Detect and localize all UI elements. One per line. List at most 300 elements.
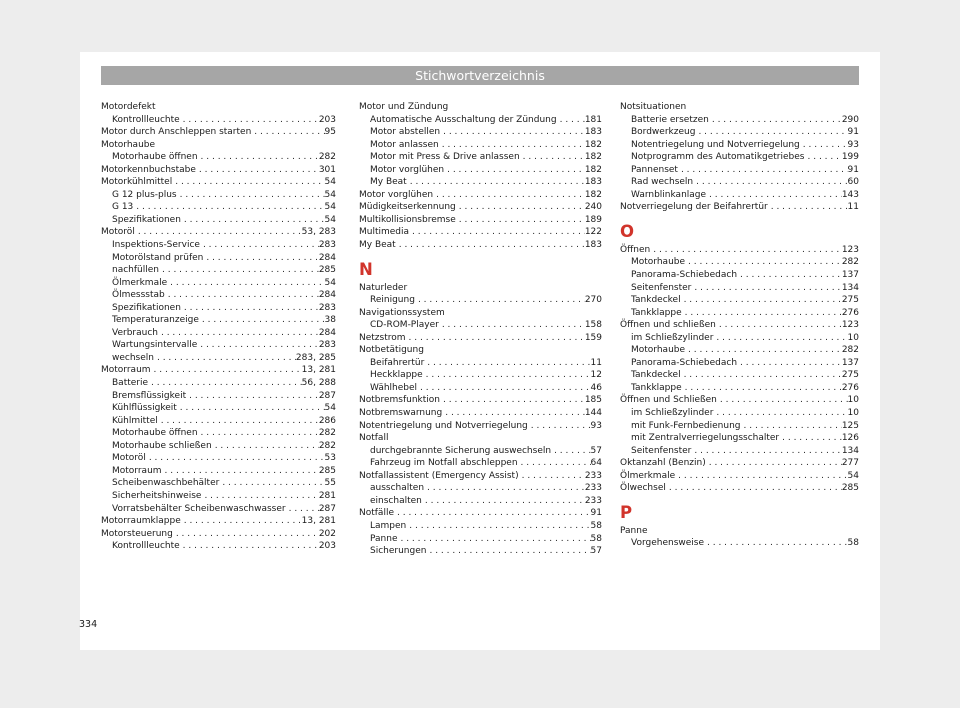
index-subentry <box>101 314 336 327</box>
entry-page: 91 <box>847 164 859 175</box>
dot-leader <box>422 495 585 508</box>
entry-term: Kühlmittel <box>112 415 158 426</box>
dot-leader <box>415 294 585 307</box>
index-subentry <box>620 307 859 320</box>
entry-term: im Schließzylinder <box>631 408 714 419</box>
dot-leader <box>805 151 842 164</box>
index-entry <box>620 319 859 332</box>
entry-term: Warnblinkanlage <box>631 189 707 200</box>
entry-page: 182 <box>584 189 602 200</box>
index-entry <box>620 470 859 483</box>
entry-page: 56, 288 <box>301 378 336 389</box>
dot-leader <box>406 332 585 345</box>
index-subentry <box>101 540 336 553</box>
entry-page: 54 <box>324 277 336 288</box>
entry-page: 93 <box>590 420 602 431</box>
entry-page: 38 <box>324 315 336 326</box>
index-column-2 <box>359 101 602 558</box>
index-subentry <box>359 457 602 470</box>
index-subentry <box>620 151 859 164</box>
entry-term: Motor vorglühen <box>359 189 434 200</box>
entry-page: 233 <box>584 495 602 506</box>
entry-term: im Schließzylinder <box>631 332 714 343</box>
entry-term: Lampen <box>370 520 407 531</box>
entry-page: 183 <box>584 127 602 138</box>
entry-page: 270 <box>584 295 602 306</box>
dot-leader <box>162 465 319 478</box>
index-entry <box>359 394 602 407</box>
index-entry <box>101 364 336 377</box>
index-entry <box>101 226 336 239</box>
dot-leader <box>286 503 319 516</box>
entry-page: 54 <box>847 470 859 481</box>
index-entry <box>101 515 336 528</box>
entry-term: Pannenset <box>631 164 678 175</box>
dot-leader <box>203 252 318 265</box>
index-subentry <box>359 533 602 546</box>
entry-page: 64 <box>590 458 602 469</box>
dot-leader <box>154 352 296 365</box>
entry-term: CD-ROM-Player <box>370 320 439 331</box>
index-subentry <box>101 490 336 503</box>
entry-term: Wählhebel <box>370 382 418 393</box>
entry-term: mit Zentralverriegelungsschalter <box>631 433 780 444</box>
entry-term: Motorhaube schließen <box>112 440 212 451</box>
dot-leader <box>706 457 842 470</box>
index-heading: Navigationssystem <box>359 307 445 318</box>
entry-term: Vorratsbehälter Scheibenwaschwasser <box>112 503 286 514</box>
entry-term: Spezifikationen <box>112 302 181 313</box>
dot-leader <box>172 176 324 189</box>
index-column-1 <box>101 101 336 553</box>
entry-page: 233 <box>584 483 602 494</box>
index-column-3 <box>620 101 859 550</box>
entry-page: 13, 281 <box>301 516 336 527</box>
entry-term: Motorraum <box>112 465 162 476</box>
index-subentry <box>620 382 859 395</box>
dot-leader <box>198 151 319 164</box>
entry-term: Motorölstand prüfen <box>112 252 204 263</box>
index-heading: Notsituationen <box>620 102 687 112</box>
dot-leader <box>800 139 848 152</box>
index-heading: Motor und Zündung <box>359 102 449 112</box>
entry-page: 284 <box>318 252 336 263</box>
entry-page: 12 <box>590 370 602 381</box>
index-letter: O <box>620 221 635 241</box>
index-subentry <box>101 151 336 164</box>
index-subentry <box>620 344 859 357</box>
entry-term: Motorkühlmittel <box>101 177 173 188</box>
index-subentry <box>359 369 602 382</box>
entry-term: Motoröl <box>101 227 135 238</box>
entry-term: Multikollisionsbremse <box>359 214 456 225</box>
dot-leader <box>682 382 842 395</box>
index-heading: Naturleder <box>359 282 408 293</box>
entry-page: 182 <box>584 139 602 150</box>
entry-page: 54 <box>324 189 336 200</box>
index-heading: Motordefekt <box>101 102 156 112</box>
index-letter: N <box>359 259 373 279</box>
entry-term: Müdigkeitserkennung <box>359 202 456 213</box>
entry-term: Motorhaube <box>631 345 686 356</box>
entry-page: 134 <box>841 445 859 456</box>
dot-leader <box>151 364 302 377</box>
dot-leader <box>439 139 585 152</box>
entry-page: 123 <box>841 320 859 331</box>
dot-leader <box>424 482 585 495</box>
index-subentry <box>101 503 336 516</box>
entry-page: 181 <box>584 114 602 125</box>
index-subentry <box>620 407 859 420</box>
entry-page: 137 <box>841 270 859 281</box>
entry-page: 233 <box>584 470 602 481</box>
dot-leader <box>456 201 585 214</box>
entry-page: 95 <box>324 127 336 138</box>
entry-page: 91 <box>847 127 859 138</box>
dot-leader <box>695 126 847 139</box>
index-subentry <box>359 164 602 177</box>
entry-page: 282 <box>841 257 859 268</box>
entry-term: mit Funk-Fernbedienung <box>631 420 741 431</box>
entry-term: Batterie <box>112 378 149 389</box>
entry-page: 290 <box>841 114 859 125</box>
dot-leader <box>180 114 319 127</box>
entry-page: 202 <box>318 528 336 539</box>
dot-leader <box>212 440 319 453</box>
entry-term: Motorsteuerung <box>101 528 173 539</box>
dot-leader <box>440 394 585 407</box>
entry-page: 276 <box>841 382 859 393</box>
entry-term: Seitenfenster <box>631 282 692 293</box>
dot-leader <box>158 415 319 428</box>
entry-term: Ölmerkmale <box>620 470 676 481</box>
index-entry <box>101 176 336 189</box>
entry-term: Batterie ersetzen <box>631 114 709 125</box>
entry-term: Kühlflüssigkeit <box>112 403 177 414</box>
entry-term: Notfallassistent (Emergency Assist) <box>359 470 519 481</box>
entry-page: 126 <box>841 433 859 444</box>
index-subentry <box>620 332 859 345</box>
entry-page: 46 <box>590 382 602 393</box>
dot-leader <box>444 164 585 177</box>
entry-page: 58 <box>590 533 602 544</box>
dot-leader <box>199 314 325 327</box>
entry-page: 284 <box>318 327 336 338</box>
entry-page: 93 <box>847 139 859 150</box>
dot-leader <box>675 470 847 483</box>
entry-page: 123 <box>841 244 859 255</box>
entry-page: 285 <box>841 483 859 494</box>
entry-term: wechseln <box>112 352 154 363</box>
index-heading: Notbetätigung <box>359 345 424 356</box>
entry-term: Öffnen <box>620 244 651 255</box>
index-subentry <box>101 477 336 490</box>
dot-leader <box>197 339 319 352</box>
entry-page: 276 <box>841 307 859 318</box>
entry-page: 287 <box>318 503 336 514</box>
index-subentry <box>359 294 602 307</box>
index-subentry <box>620 114 859 127</box>
dot-leader <box>691 282 841 295</box>
index-subentry <box>101 352 336 365</box>
index-subentry <box>101 289 336 302</box>
entry-page: 57 <box>590 445 602 456</box>
entry-page: 54 <box>324 177 336 188</box>
index-subentry <box>101 327 336 340</box>
entry-page: 125 <box>841 420 859 431</box>
entry-term: Rad wechseln <box>631 177 694 188</box>
entry-page: 282 <box>318 428 336 439</box>
dot-leader <box>685 344 842 357</box>
entry-term: Motorraumklappe <box>101 516 181 527</box>
entry-term: Notbremswarnung <box>359 408 443 419</box>
entry-term: Notfälle <box>359 508 394 519</box>
entry-term: Temperaturanzeige <box>112 315 199 326</box>
entry-term: Öffnen und Schließen <box>620 395 717 406</box>
dot-leader <box>713 407 847 420</box>
entry-page: 183 <box>584 240 602 251</box>
entry-term: Multimedia <box>359 227 410 238</box>
index-subentry <box>101 440 336 453</box>
entry-term: Motor abstellen <box>370 127 441 138</box>
dot-leader <box>200 239 319 252</box>
dot-leader <box>433 189 585 202</box>
dot-leader <box>397 533 590 546</box>
index-entry <box>359 507 602 520</box>
entry-page: 159 <box>584 332 602 343</box>
dot-leader <box>201 490 318 503</box>
entry-term: durchgebrannte Sicherung auswechseln <box>370 445 552 456</box>
index-entry <box>359 189 602 202</box>
index-subentry <box>620 256 859 269</box>
entry-page: 283 <box>318 240 336 251</box>
index-subentry <box>359 382 602 395</box>
entry-page: 301 <box>318 164 336 175</box>
dot-leader <box>177 189 325 202</box>
index-subentry <box>620 369 859 382</box>
index-entry <box>620 394 859 407</box>
dot-leader <box>181 515 302 528</box>
entry-page: 137 <box>841 357 859 368</box>
entry-page: 275 <box>841 295 859 306</box>
index-subentry <box>101 452 336 465</box>
index-subentry <box>101 264 336 277</box>
dot-leader <box>181 214 325 227</box>
dot-leader <box>406 520 590 533</box>
dot-leader <box>219 477 324 490</box>
entry-page: 10 <box>847 408 859 419</box>
entry-term: Panorama-Schiebedach <box>631 270 738 281</box>
dot-leader <box>177 402 325 415</box>
entry-page: 10 <box>847 395 859 406</box>
index-entry <box>620 244 859 257</box>
dot-leader <box>678 164 848 177</box>
index-subentry <box>359 357 602 370</box>
dot-leader <box>693 176 847 189</box>
entry-page: 10 <box>847 332 859 343</box>
entry-term: Notverriegelung der Beifahrertür <box>620 202 768 213</box>
dot-leader <box>741 420 842 433</box>
entry-page: 284 <box>318 290 336 301</box>
entry-term: Ölmerkmale <box>112 277 168 288</box>
index-subentry <box>620 269 859 282</box>
dot-leader <box>394 507 591 520</box>
dot-leader <box>407 176 585 189</box>
entry-page: 283 <box>318 340 336 351</box>
entry-term: Notentriegelung und Notverriegelung <box>631 139 800 150</box>
section-header: Stichwortverzeichnis <box>101 66 859 85</box>
entry-term: Oktanzahl (Benzin) <box>620 458 706 469</box>
index-subentry <box>101 427 336 440</box>
index-subentry <box>101 239 336 252</box>
index-subentry <box>359 151 602 164</box>
entry-page: 182 <box>584 152 602 163</box>
index-subentry <box>620 126 859 139</box>
index-subentry <box>101 114 336 127</box>
entry-term: My Beat <box>359 240 396 251</box>
index-subentry <box>101 252 336 265</box>
entry-term: Motor mit Press & Drive anlassen <box>370 152 520 163</box>
entry-page: 58 <box>590 520 602 531</box>
dot-leader <box>196 164 319 177</box>
dot-leader <box>519 470 585 483</box>
entry-term: Sicherungen <box>370 546 427 557</box>
entry-page: 13, 281 <box>301 365 336 376</box>
index-subentry <box>101 377 336 390</box>
entry-term: Vorgehensweise <box>631 538 705 549</box>
dot-leader <box>518 457 591 470</box>
entry-page: 58 <box>847 538 859 549</box>
dot-leader <box>442 407 585 420</box>
entry-term: Heckklappe <box>370 370 423 381</box>
entry-page: 286 <box>318 415 336 426</box>
dot-leader <box>706 189 842 202</box>
index-subentry <box>101 214 336 227</box>
entry-page: 54 <box>324 202 336 213</box>
dot-leader <box>737 357 842 370</box>
entry-term: Öffnen und schließen <box>620 320 716 331</box>
index-subentry <box>101 339 336 352</box>
entry-page: 53 <box>324 453 336 464</box>
index-entry <box>101 164 336 177</box>
index-subentry <box>359 319 602 332</box>
dot-leader <box>440 126 585 139</box>
dot-leader <box>159 264 319 277</box>
dot-leader <box>650 244 842 257</box>
dot-leader <box>666 482 842 495</box>
entry-term: Wartungsintervalle <box>112 340 198 351</box>
entry-term: Inspektions-Service <box>112 240 200 251</box>
index-subentry <box>101 402 336 415</box>
entry-term: Netzstrom <box>359 332 406 343</box>
entry-term: Panorama-Schiebedach <box>631 357 738 368</box>
entry-term: Fahrzeug im Notfall abschleppen <box>370 458 518 469</box>
entry-term: Spezifikationen <box>112 214 181 225</box>
index-subentry <box>359 445 602 458</box>
entry-page: 283 <box>318 302 336 313</box>
entry-term: Bremsflüssigkeit <box>112 390 187 401</box>
entry-term: Beifahrertür <box>370 357 425 368</box>
entry-page: 57 <box>590 546 602 557</box>
index-subentry <box>620 189 859 202</box>
dot-leader <box>704 537 848 550</box>
index-heading: Motorhaube <box>101 139 156 150</box>
index-subentry <box>620 420 859 433</box>
entry-page: 282 <box>318 440 336 451</box>
entry-page: 144 <box>584 408 602 419</box>
index-subentry <box>101 390 336 403</box>
entry-page: 54 <box>324 403 336 414</box>
entry-page: 158 <box>584 320 602 331</box>
dot-leader <box>551 445 590 458</box>
index-subentry <box>359 545 602 558</box>
index-entry <box>359 201 602 214</box>
index-subentry <box>620 282 859 295</box>
index-subentry <box>620 139 859 152</box>
dot-leader <box>779 432 842 445</box>
index-heading: Panne <box>620 525 648 536</box>
dot-leader <box>146 452 325 465</box>
index-subentry <box>359 520 602 533</box>
entry-page: 203 <box>318 541 336 552</box>
index-entry <box>359 332 602 345</box>
dot-leader <box>424 357 590 370</box>
dot-leader <box>173 528 319 541</box>
entry-term: nachfüllen <box>112 265 159 276</box>
dot-leader <box>520 151 585 164</box>
index-entry <box>359 226 602 239</box>
dot-leader <box>148 377 302 390</box>
entry-term: Tankdeckel <box>631 370 681 381</box>
index-subentry <box>359 139 602 152</box>
entry-page: 54 <box>324 214 336 225</box>
dot-leader <box>167 277 324 290</box>
entry-page: 287 <box>318 390 336 401</box>
index-entry <box>101 126 336 139</box>
entry-term: Seitenfenster <box>631 445 692 456</box>
entry-term: Reinigung <box>370 295 415 306</box>
index-entry <box>359 470 602 483</box>
page-number: 334 <box>79 619 98 630</box>
entry-page: 185 <box>584 395 602 406</box>
entry-term: Notprogramm des Automatikgetriebes <box>631 152 805 163</box>
index-subentry <box>101 302 336 315</box>
dot-leader <box>716 319 842 332</box>
entry-page: 55 <box>324 478 336 489</box>
entry-term: Bordwerkzeug <box>631 127 696 138</box>
entry-term: Scheibenwaschbehälter <box>112 478 220 489</box>
entry-page: 277 <box>841 458 859 469</box>
entry-term: G 12 plus-plus <box>112 189 177 200</box>
entry-term: Kontrollleuchte <box>112 541 180 552</box>
dot-leader <box>251 126 324 139</box>
entry-page: 53, 283 <box>301 227 336 238</box>
dot-leader <box>186 390 319 403</box>
index-subentry <box>101 277 336 290</box>
index-subentry <box>359 176 602 189</box>
entry-term: My Beat <box>370 177 407 188</box>
dot-leader <box>713 332 847 345</box>
entry-page: 285 <box>318 265 336 276</box>
index-subentry <box>620 432 859 445</box>
dot-leader <box>682 307 842 320</box>
dot-leader <box>691 445 841 458</box>
entry-page: 282 <box>318 152 336 163</box>
index-entry <box>359 420 602 433</box>
index-subentry <box>620 357 859 370</box>
dot-leader <box>681 294 842 307</box>
dot-leader <box>198 427 319 440</box>
